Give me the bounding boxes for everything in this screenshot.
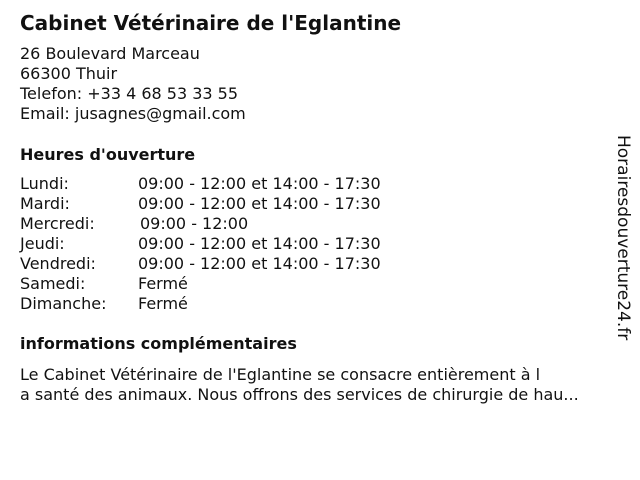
- time-value: Fermé: [138, 294, 188, 313]
- time-value: Fermé: [138, 274, 188, 293]
- time-value: 09:00 - 12:00: [140, 214, 249, 233]
- opening-hours-heading: Heures d'ouverture: [20, 145, 196, 164]
- hours-row-thursday: [20, 234, 440, 254]
- business-name: Cabinet Vétérinaire de l'Eglantine: [20, 11, 402, 35]
- day-label: Vendredi:: [20, 254, 96, 273]
- site-watermark: Horairesdouverture24.fr: [613, 135, 633, 341]
- email-address: Email: jusagnes@gmail.com: [20, 104, 246, 123]
- time-value: 09:00 - 12:00 et 14:00 - 17:30: [138, 194, 381, 213]
- address-block: [20, 44, 246, 124]
- hours-row-monday: [20, 174, 440, 194]
- street-address: 26 Boulevard Marceau: [20, 44, 200, 63]
- additional-info-heading: informations complémentaires: [20, 334, 297, 353]
- hours-row-tuesday: [20, 194, 440, 214]
- business-description: [20, 365, 634, 405]
- day-label: Mardi:: [20, 194, 70, 213]
- hours-row-sunday: [20, 294, 440, 314]
- hours-row-saturday: [20, 274, 440, 294]
- time-value: 09:00 - 12:00 et 14:00 - 17:30: [138, 254, 381, 273]
- day-label: Jeudi:: [20, 234, 65, 253]
- day-label: Samedi:: [20, 274, 86, 293]
- time-value: 09:00 - 12:00 et 14:00 - 17:30: [138, 174, 381, 193]
- description-line: a santé des animaux. Nous offrons des services de chirurgie de hau...: [20, 385, 579, 404]
- opening-hours-table: [20, 174, 440, 314]
- phone-number: Telefon: +33 4 68 53 33 55: [20, 84, 239, 103]
- city-postal-code: 66300 Thuir: [20, 64, 118, 83]
- day-label: Dimanche:: [20, 294, 107, 313]
- day-label: Mercredi:: [20, 214, 95, 233]
- hours-row-friday: [20, 254, 440, 274]
- day-label: Lundi:: [20, 174, 69, 193]
- hours-row-wednesday: [20, 214, 440, 234]
- description-line: Le Cabinet Vétérinaire de l'Eglantine se consacre entièrement à l: [20, 365, 541, 384]
- time-value: 09:00 - 12:00 et 14:00 - 17:30: [138, 234, 381, 253]
